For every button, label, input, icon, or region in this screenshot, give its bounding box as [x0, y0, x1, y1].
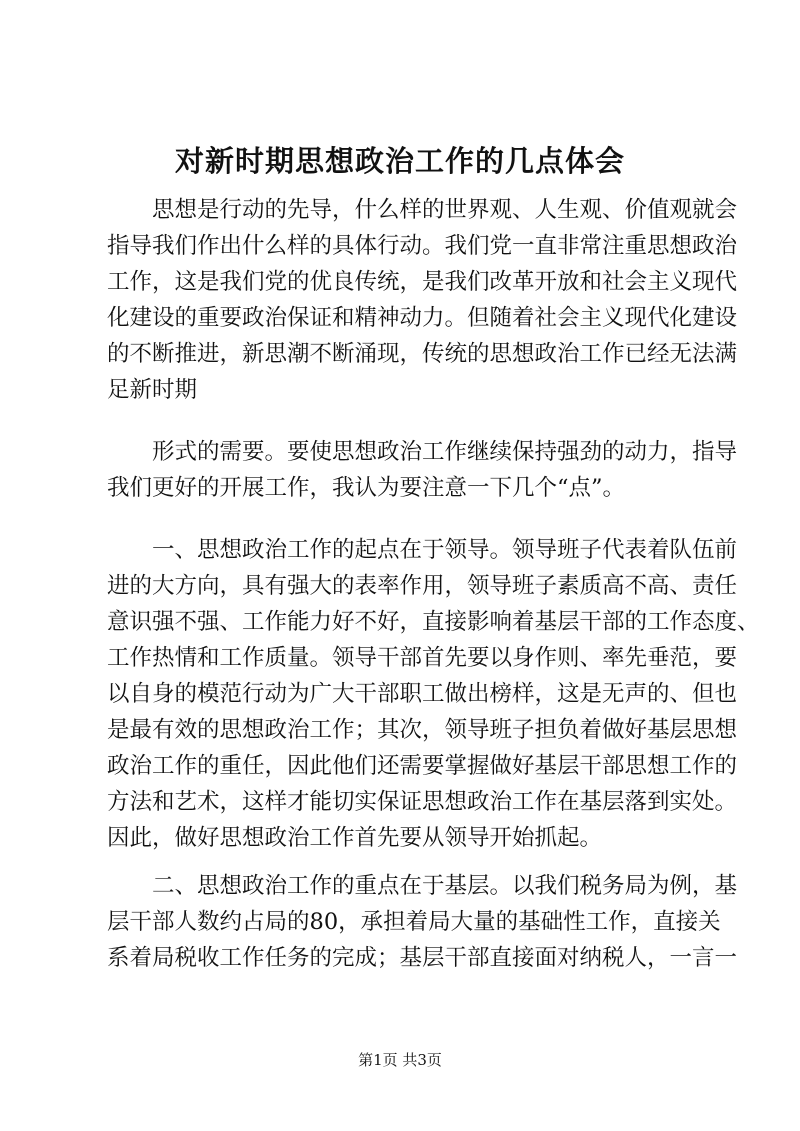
paragraph-line: 政治工作的重任，因此他们还需要掌握做好基层干部思想工作的	[107, 753, 738, 779]
paragraph-line: 进的大方向，具有强大的表率作用，领导班子素质高不高、责任	[107, 573, 738, 599]
paragraph-line: 一、思想政治工作的起点在于领导。领导班子代表着队伍前	[107, 537, 738, 563]
paragraph-line: 以自身的模范行动为广大干部职工做出榜样，这是无声的、但也	[107, 681, 738, 707]
paragraph-line: 我们更好的开展工作，我认为要注意一下几个“点”。	[107, 475, 626, 501]
paragraph-line: 思想是行动的先导，什么样的世界观、人生观、价值观就会	[107, 197, 738, 223]
paragraph-line: 层干部人数约占局的80，承担着局大量的基础性工作，直接关	[107, 909, 721, 935]
paragraph-line: 二、思想政治工作的重点在于基层。以我们税务局为例，基	[107, 873, 738, 899]
paragraph-line: 是最有效的思想政治工作；其次，领导班子担负着做好基层思想	[107, 717, 738, 743]
paragraph-line: 工作热情和工作质量。领导干部首先要以身作则、率先垂范，要	[107, 645, 738, 671]
document-title: 对新时期思想政治工作的几点体会	[174, 144, 625, 178]
paragraph-line: 方法和艺术，这样才能切实保证思想政治工作在基层落到实处。	[107, 789, 738, 815]
paragraph-line: 的不断推进，新思潮不断涌现，传统的思想政治工作已经无法满	[107, 341, 738, 367]
paragraph-line: 形式的需要。要使思想政治工作继续保持强劲的动力，指导	[107, 439, 738, 465]
paragraph-line: 系着局税收工作任务的完成；基层干部直接面对纳税人，一言一	[107, 945, 738, 971]
paragraph-line: 指导我们作出什么样的具体行动。我们党一直非常注重思想政治	[107, 233, 738, 259]
paragraph-line: 因此，做好思想政治工作首先要从领导开始抓起。	[107, 825, 603, 851]
page-number-footer: 第1页 共3页	[358, 1051, 442, 1069]
paragraph-line: 化建设的重要政治保证和精神动力。但随着社会主义现代化建设	[107, 305, 738, 331]
paragraph-line: 意识强不强、工作能力好不好，直接影响着基层干部的工作态度、	[107, 609, 760, 635]
paragraph-line: 工作，这是我们党的优良传统，是我们改革开放和社会主义现代	[107, 269, 738, 295]
paragraph-line: 足新时期	[107, 377, 198, 403]
